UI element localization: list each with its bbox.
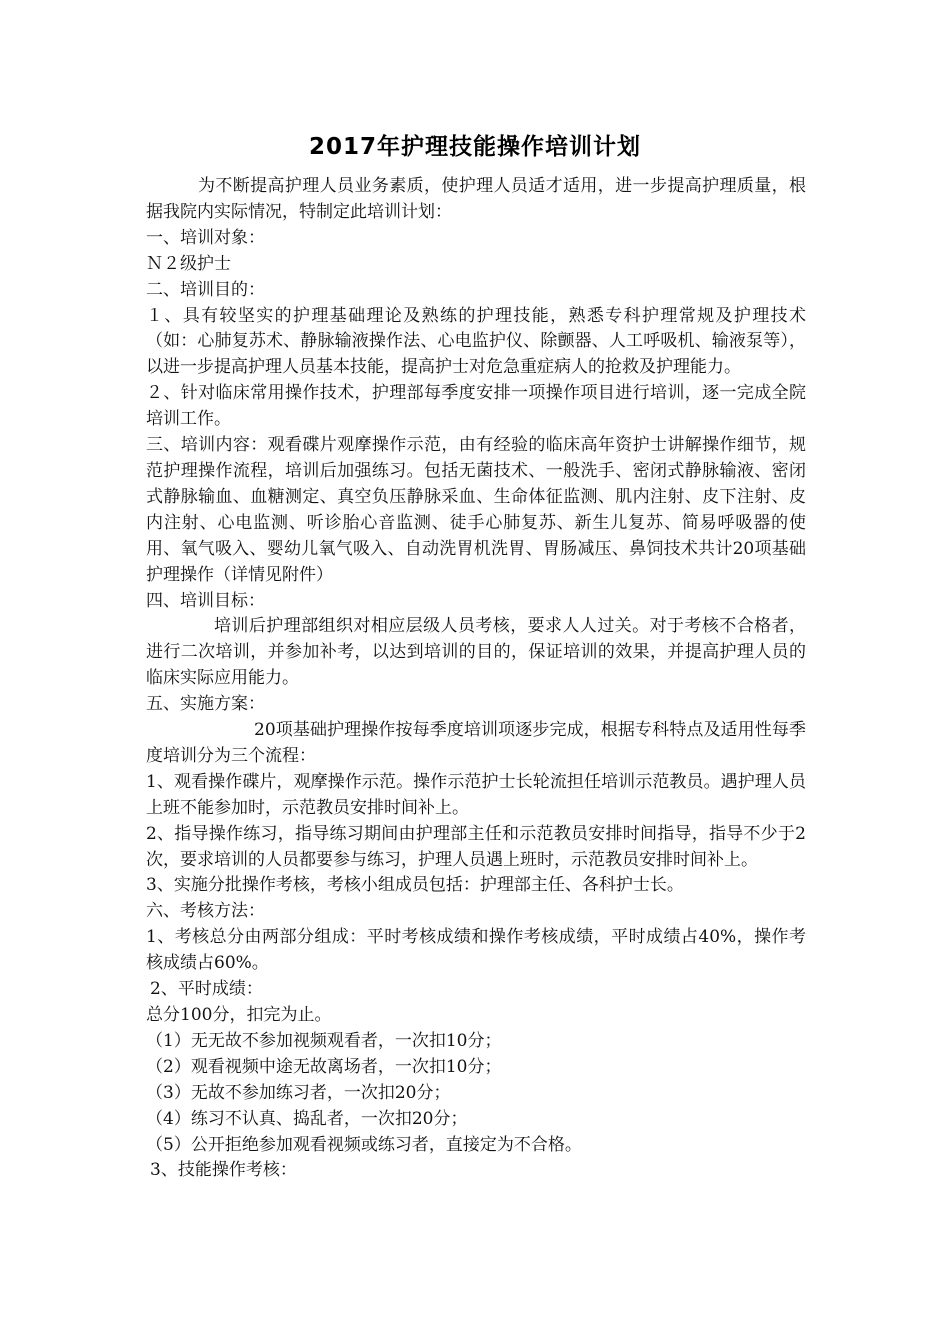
document-body xyxy=(146,174,806,1184)
assessment-item-1: 1、考核总分由两部分组成：平时考核成绩和操作考核成绩，平时成绩占40%，操作考核成绩占60%。 xyxy=(146,927,806,974)
document-title: 2017年护理技能操作培训计划 xyxy=(308,134,641,160)
assessment-item-2: 2、平时成绩： xyxy=(150,979,263,1000)
section-training-content: 三、培训内容：观看碟片观摩操作示范，由有经验的临床高年资护士讲解操作细节，规范护理操作流程，培训后加强练习。包括无菌技术、一般洗手、密闭式静脉输液、密闭式静脉输血、血糖测定、真空负压静脉采血、生命体征监测、肌内注射、皮下注射、皮内注射、心电监测、听诊胎心音监测、徒手心肺复苏、新生儿复苏、简易呼吸器的使用、氧气吸入、婴幼儿氧气吸入、自动洗胃机洗胃、胃肠减压、鼻饲技术共计20项基础护理操作（详情见附件） xyxy=(146,435,806,585)
section-heading-implementation: 五、实施方案： xyxy=(146,694,265,715)
section-heading-training-purpose: 二、培训目的： xyxy=(146,279,265,300)
purpose-item-2: ２、针对临床常用操作技术，护理部每季度安排一项操作项目进行培训，逐一完成全院培训工作。 xyxy=(146,383,806,430)
deduction-rule-1: （1）无无故不参加视频观看者，一次扣10分； xyxy=(146,1030,502,1051)
implementation-step-1: 1、观看操作碟片，观摩操作示范。操作示范护士长轮流担任培训示范教员。遇护理人员上班不能参加时，示范教员安排时间补上。 xyxy=(146,771,806,818)
deduction-rule-5: （5）公开拒绝参加观看视频或练习者，直接定为不合格。 xyxy=(146,1134,582,1155)
implementation-step-3: 3、实施分批操作考核，考核小组成员包括：护理部主任、各科护士长。 xyxy=(146,875,684,896)
purpose-item-1: １、具有较坚实的护理基础理论及熟练的护理技能，熟悉专科护理常规及护理技术（如：心肺复苏术、静脉输液操作法、心电监护仪、除颤器、人工呼吸机、输液泵等），以进一步提高护理人员基本技能，提高护士对危急重症病人的抢救及护理能力。 xyxy=(146,305,806,378)
deduction-rule-4: （4）练习不认真、捣乱者，一次扣20分； xyxy=(146,1108,468,1129)
training-target-text: Ｎ２级护士 xyxy=(146,253,231,274)
deduction-rule-3: （3）无故不参加练习者，一次扣20分； xyxy=(146,1082,451,1103)
total-score-text: 总分100分，扣完为止。 xyxy=(146,1005,332,1025)
assessment-item-3: 3、技能操作考核： xyxy=(150,1160,297,1181)
implementation-intro: 20项基础护理操作按每季度培训项逐步完成，根据专科特点及适用性每季度培训分为三个流程： xyxy=(146,720,806,766)
training-goal-text: 培训后护理部组织对相应层级人员考核，要求人人过关。对于考核不合格者，进行二次培训，并参加补考，以达到培训的目的，保证培训的效果，并提高护理人员的临床实际应用能力。 xyxy=(146,616,806,689)
intro-paragraph: 为不断提高护理人员业务素质，使护理人员适才适用，进一步提高护理质量，根据我院内实际情况，特制定此培训计划： xyxy=(146,176,806,222)
implementation-step-2: 2、指导操作练习，指导练习期间由护理部主任和示范教员安排时间指导，指导不少于2次，要求培训的人员都要参与练习，护理人员遇上班时，示范教员安排时间补上。 xyxy=(146,823,806,870)
section-heading-assessment: 六、考核方法： xyxy=(146,901,265,922)
section-heading-training-target: 一、培训对象： xyxy=(146,227,265,248)
section-heading-training-goal: 四、培训目标： xyxy=(146,590,265,611)
deduction-rule-2: （2）观看视频中途无故离场者，一次扣10分； xyxy=(146,1056,502,1077)
